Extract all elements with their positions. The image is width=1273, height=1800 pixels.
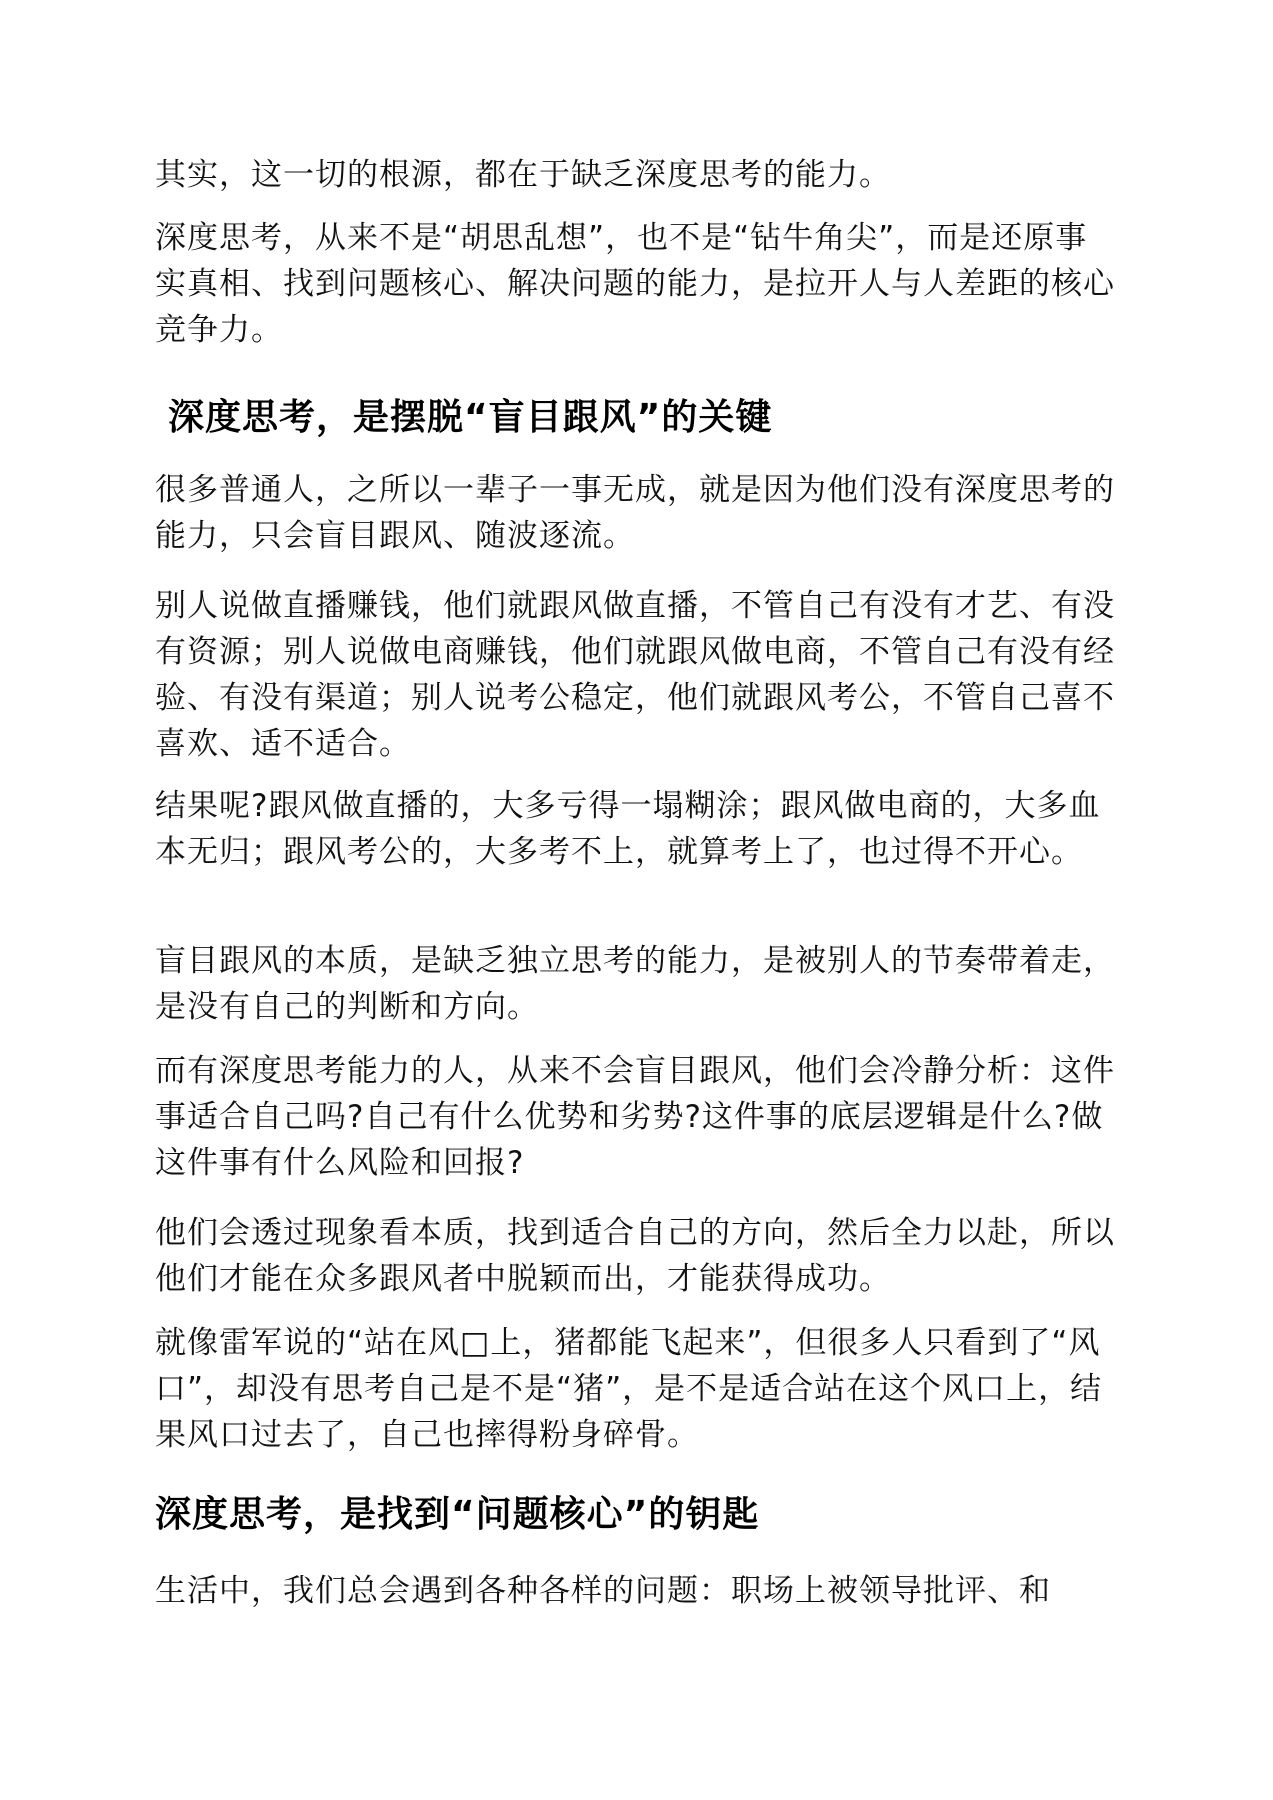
paragraph-essence-of-following: 盲目跟风的本质，是缺乏独立思考的能力，是被别人的节奏带着走，是没有自己的判断和方向。 xyxy=(155,943,1115,1025)
section-heading-problem-core: 深度思考，是找到“问题核心”的钥匙 xyxy=(155,1494,760,1535)
paragraph-follow-trends-examples: 别人说做直播赚钱，他们就跟风做直播，不管自己有没有才艺、有没有资源；别人说做电商赚钱，他们就跟风做电商，不管自己有没有经验、有没有渠道；别人说考公稳定，他们就跟风考公，不管自己喜不喜欢、适不适合。 xyxy=(155,588,1115,762)
paragraph-results: 结果呢?跟风做直播的，大多亏得一塌糊涂；跟风做电商的，大多血本无归；跟风考公的，大多考不上，就算考上了，也过得不开心。 xyxy=(155,788,1101,870)
paragraph-ordinary-people: 很多普通人，之所以一辈子一事无成，就是因为他们没有深度思考的能力，只会盲目跟风、随波逐流。 xyxy=(155,472,1115,554)
paragraph-see-the-essence: 他们会透过现象看本质，找到适合自己的方向，然后全力以赴，所以他们才能在众多跟风者中脱颖而出，才能获得成功。 xyxy=(155,1215,1115,1297)
paragraph-life-problems: 生活中，我们总会遇到各种各样的问题：职场上被领导批评、和 xyxy=(155,1573,1051,1609)
paragraph-deep-thinkers-analyze: 而有深度思考能力的人，从来不会盲目跟风，他们会冷静分析：这件事适合自己吗?自己有什么优势和劣势?这件事的底层逻辑是什么?做这件事有什么风险和回报? xyxy=(155,1053,1115,1181)
paragraph-lei-jun-quote: 就像雷军说的“站在风□上，猪都能飞起来”，但很多人只看到了“风口”，却没有思考自己是不是“猪”，是不是适合站在这个风口上，结果风口过去了，自己也摔得粉身碎骨。 xyxy=(155,1325,1103,1453)
section-heading-blind-following: 深度思考，是摆脱“盲目跟风”的关键 xyxy=(168,397,773,438)
paragraph-root-cause: 其实，这一切的根源，都在于缺乏深度思考的能力。 xyxy=(155,157,891,193)
paragraph-deep-thinking-definition: 深度思考，从来不是“胡思乱想”，也不是“钻牛角尖”，而是还原事实真相、找到问题核心、解决问题的能力，是拉开人与人差距的核心竞争力。 xyxy=(155,220,1115,348)
